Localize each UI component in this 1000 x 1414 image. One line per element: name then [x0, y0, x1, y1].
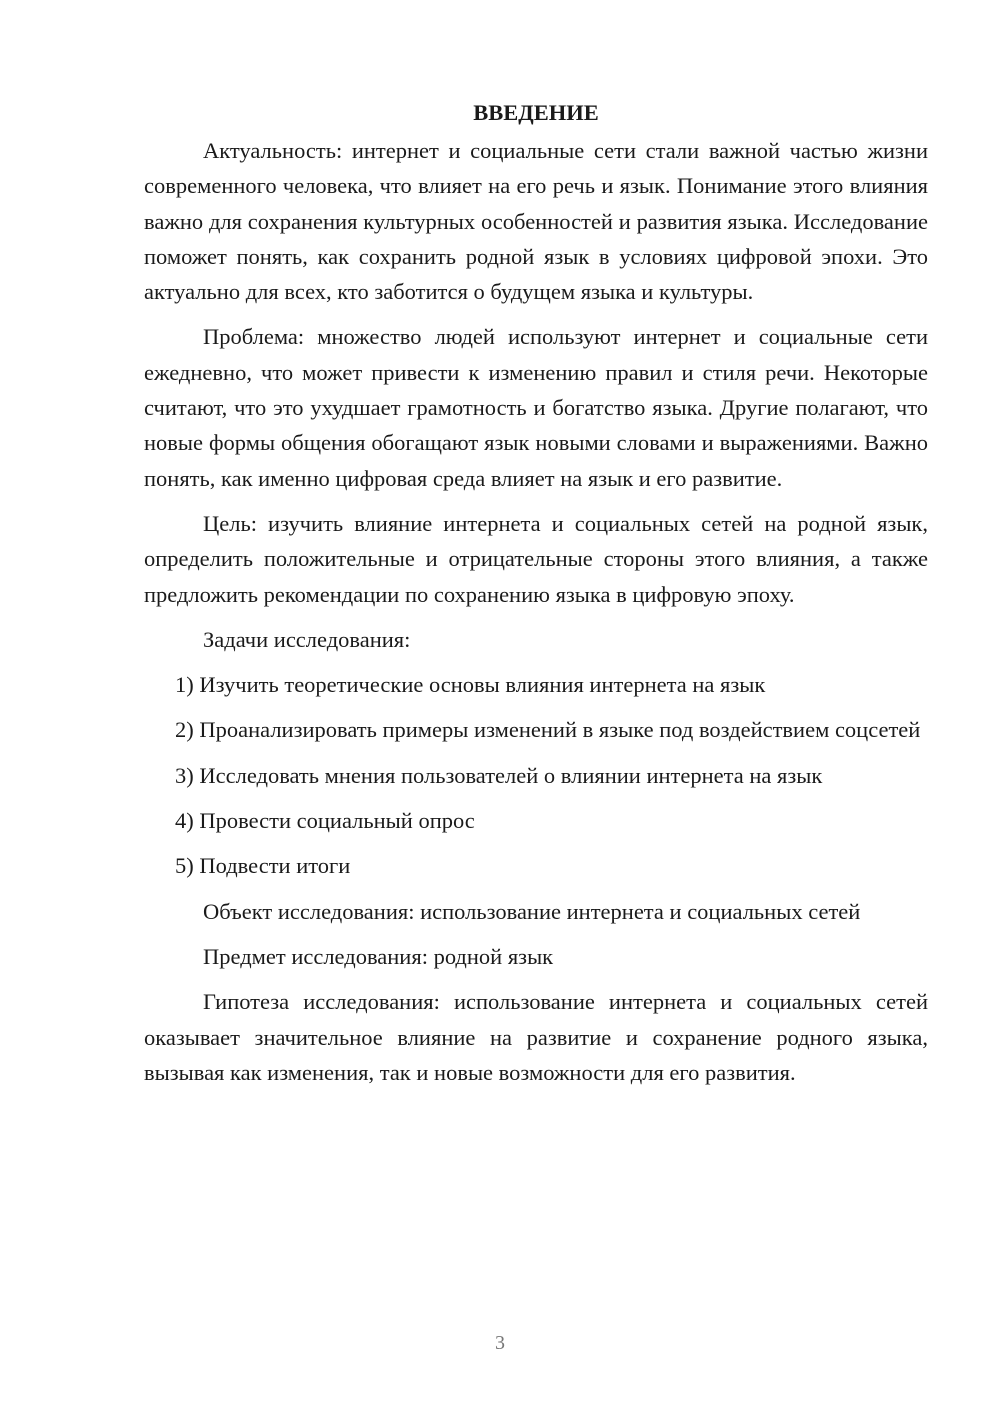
list-item: 2) Проанализировать примеры изменений в языке под воздействием соцсетей [175, 717, 921, 743]
list-item: 4) Провести социальный опрос [175, 808, 475, 834]
research-subject: Предмет исследования: родной язык [203, 943, 554, 969]
list-item: 3) Исследовать мнения пользователей о влиянии интернета на язык [175, 762, 823, 788]
tasks-list [144, 667, 928, 883]
page-title: ВВЕДЕНИЕ [473, 100, 599, 125]
hypothesis-paragraph: Гипотеза исследования: использование интернета и социальных сетей оказывает значительное влияние на развитие и сохранение родного языка, вызывая как изменения, так и новые возможности для его развития. [144, 989, 928, 1085]
problem-paragraph: Проблема: множество людей используют интернет и социальные сети ежедневно, что может привести к изменению правил и стиля речи. Некоторые считают, что это ухудшает грамотность и богатство языка. Другие полагают, что новые формы общения обогащают язык новыми словами и выражениями. Важно понять, как именно цифровая среда влияет на язык и его развитие. [144, 324, 928, 491]
document-page [144, 95, 928, 1100]
page-number: 3 [495, 1332, 505, 1354]
list-item: 1) Изучить теоретические основы влияния интернета на язык [175, 672, 766, 698]
relevance-paragraph: Актуальность: интернет и социальные сети стали важной частью жизни современного человека, что влияет на его речь и язык. Понимание этого влияния важно для сохранения культурных особенностей и развития языка. Исследование поможет понять, как сохранить родной язык в условиях цифровой эпохи. Это актуально для всех, кто заботится о будущем языка и культуры. [144, 138, 928, 305]
list-item: 5) Подвести итоги [175, 853, 351, 879]
research-object: Объект исследования: использование интернета и социальных сетей [203, 898, 861, 924]
tasks-heading: Задачи исследования: [203, 626, 411, 652]
goal-paragraph: Цель: изучить влияние интернета и социальных сетей на родной язык, определить положительные и отрицательные стороны этого влияния, а также предложить рекомендации по сохранению языка в цифровую эпоху. [144, 510, 928, 607]
